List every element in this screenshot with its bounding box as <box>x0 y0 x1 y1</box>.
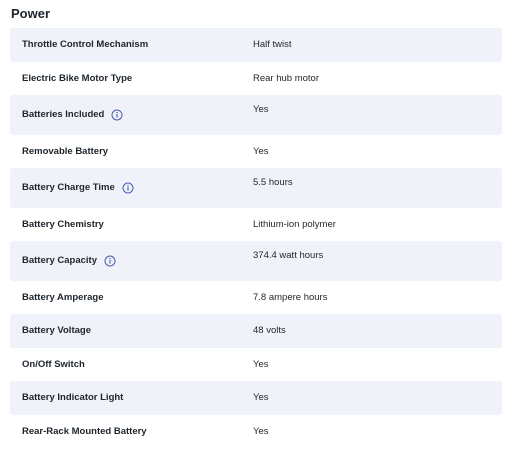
spec-row-indicator-light <box>10 381 502 415</box>
spec-row-battery-capacity <box>10 241 502 281</box>
spec-value: 374.4 watt hours <box>253 250 324 261</box>
spec-row-batteries-included <box>10 95 502 135</box>
section-title: Power <box>11 6 51 21</box>
spec-row-battery-voltage <box>10 314 502 348</box>
spec-value: Yes <box>253 358 269 370</box>
spec-value: Lithium-ion polymer <box>253 218 336 230</box>
spec-label: Electric Bike Motor Type <box>22 72 133 84</box>
spec-label: On/Off Switch <box>22 358 85 370</box>
spec-row-battery-chemistry <box>10 208 502 242</box>
spec-label: Battery Chemistry <box>22 218 104 230</box>
spec-label: Battery Capacity <box>22 255 97 267</box>
spec-value: Yes <box>253 104 269 115</box>
spec-label: Battery Indicator Light <box>22 392 124 404</box>
spec-value: Yes <box>253 145 269 157</box>
spec-value: Yes <box>253 392 269 404</box>
spec-row-on-off-switch <box>10 348 502 382</box>
spec-value: Rear hub motor <box>253 72 320 84</box>
info-icon[interactable] <box>111 109 123 121</box>
spec-value: Yes <box>253 425 269 437</box>
spec-label: Battery Charge Time <box>22 182 115 194</box>
spec-row-motor-type <box>10 62 502 96</box>
spec-value: Half twist <box>253 39 292 51</box>
spec-label: Battery Voltage <box>22 325 91 337</box>
spec-value: 5.5 hours <box>253 177 293 188</box>
spec-label: Batteries Included <box>22 109 105 121</box>
spec-row-rear-rack-battery <box>10 415 502 449</box>
spec-value: 7.8 ampere hours <box>253 291 328 303</box>
info-icon[interactable] <box>122 182 134 194</box>
spec-label: Battery Amperage <box>22 291 104 303</box>
spec-row-throttle-control <box>10 28 502 62</box>
spec-row-removable-battery <box>10 135 502 169</box>
spec-row-charge-time <box>10 168 502 208</box>
info-icon[interactable] <box>104 255 116 267</box>
spec-row-battery-amperage <box>10 281 502 315</box>
spec-label: Rear-Rack Mounted Battery <box>22 425 147 437</box>
spec-table <box>10 28 502 448</box>
spec-value: 48 volts <box>253 325 286 337</box>
spec-label: Removable Battery <box>22 145 109 157</box>
spec-label: Throttle Control Mechanism <box>22 39 149 51</box>
